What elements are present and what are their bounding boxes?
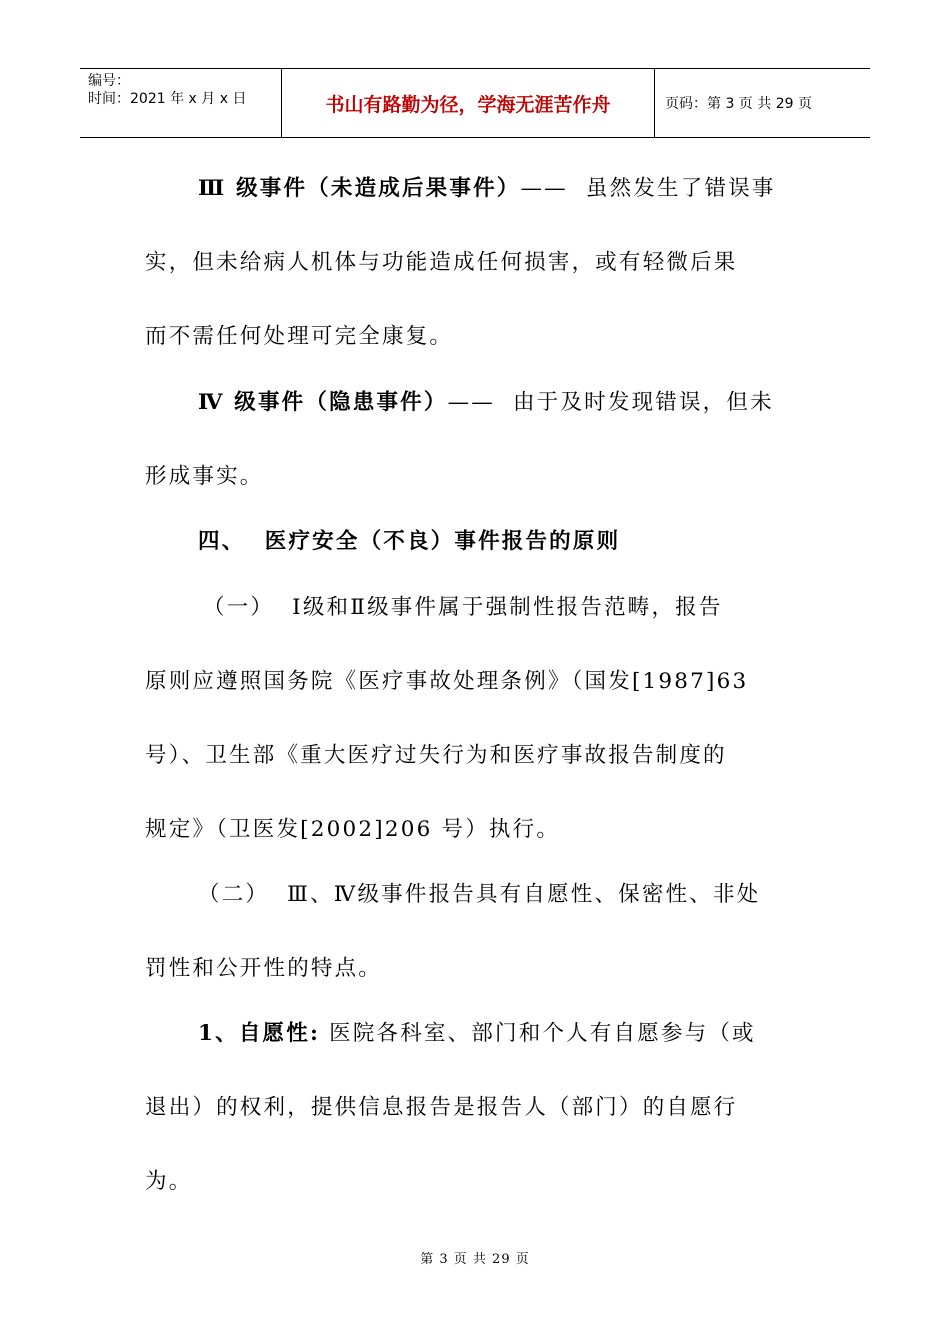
body-line-7: （一） Ⅰ级和Ⅱ级事件属于强制性报告范畴，报告 (203, 595, 723, 620)
level-4-text: —— 由于及时发现错误，但未 (447, 390, 774, 415)
header-meta (80, 69, 282, 137)
body-line-2: 实，但未给病人机体与功能造成任何损害，或有轻微后果 (145, 250, 738, 275)
body-line-8: 原则应遵照国务院《医疗事故处理条例》（国发[1987]63 (145, 669, 749, 694)
level-4-heading: Ⅳ 级事件（隐患事件） (198, 390, 448, 415)
body-line-13 (198, 1016, 756, 1047)
body-line-11: （二） Ⅲ、Ⅳ级事件报告具有自愿性、保密性、非处 (198, 882, 761, 907)
body-line-14: 退出）的权利，提供信息报告是报告人（部门）的自愿行 (145, 1095, 738, 1120)
body-line-1 (198, 171, 776, 202)
body-line-9: 号）、卫生部《重大医疗过失行为和医疗事故报告制度的 (145, 743, 727, 768)
header-page-label: 页码：第 3 页 共 29 页 (665, 96, 812, 112)
level-3-text: —— 虽然发生了错误事 (520, 176, 776, 201)
body-line-10: 规定》（卫医发[2002]206 号）执行。 (145, 817, 561, 842)
doc-number-label: 编号： (88, 73, 130, 89)
body-line-15: 为。 (145, 1169, 193, 1194)
body-line-3: 而不需任何处理可完全康复。 (145, 324, 454, 349)
section-heading-4: 四、 医疗安全（不良）事件报告的原则 (198, 529, 621, 554)
voluntary-heading: 1、自愿性: (198, 1021, 321, 1046)
page-header (80, 68, 870, 138)
page-footer: 第 3 页 共 29 页 (420, 1252, 530, 1267)
voluntary-text: 医院各科室、部门和个人有自愿参与（或 (320, 1021, 756, 1046)
level-3-heading: Ⅲ 级事件（未造成后果事件） (198, 176, 521, 201)
body-line-5: 形成事实。 (145, 464, 264, 489)
body-line-12: 罚性和公开性的特点。 (145, 956, 383, 981)
doc-time-label: 时间：2021 年 x 月 x 日 (88, 91, 247, 107)
body-line-4 (198, 385, 774, 416)
header-motto: 书山有路勤为径，学海无涯苦作舟 (282, 69, 655, 137)
